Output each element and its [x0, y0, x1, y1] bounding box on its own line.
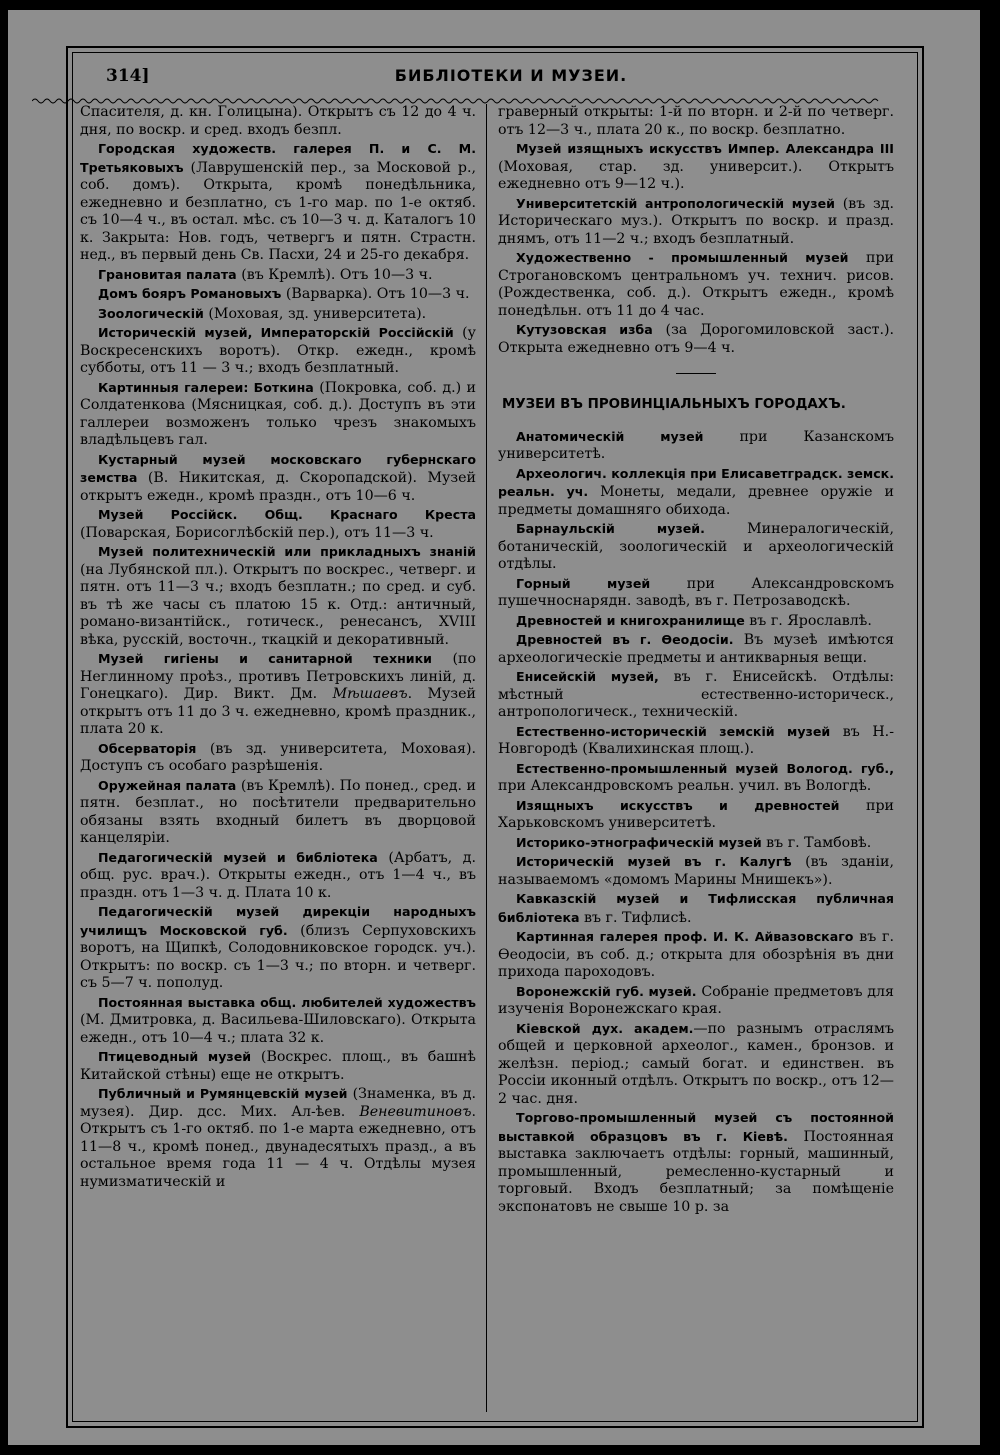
- museum-entry: [80, 543, 476, 649]
- museum-name: Педагогическiй музей дирекцiи народныхъ училищъ Московской губ.: [80, 904, 476, 938]
- museum-entry: [498, 1020, 894, 1109]
- museum-description: въ г. Тифлисѣ.: [579, 909, 692, 926]
- museum-name: Воронежскiй губ. музей.: [516, 983, 697, 999]
- museum-description: (въ зданiи, называемомъ «домомъ Марины Мнишекъ»).: [498, 854, 895, 888]
- museum-description: Монеты, медали, древнее оружiе и предметы домашняго обихода.: [498, 484, 894, 518]
- museum-description: (у Воскресенскихъ воротъ). Откр. ежедн., кромѣ субботы, отъ 11 — 3 ч.; входъ безплатный.: [80, 325, 476, 376]
- museum-name: Городская художеств. галерея П. и С. М. Третьяковыхъ: [80, 141, 476, 175]
- museum-entry: [498, 321, 894, 357]
- running-header: [106, 66, 916, 92]
- page-number: 314]: [106, 66, 150, 86]
- museum-description: (Поварская, Борисоглѣбскiй пер.), отъ 11—3 ч.: [80, 524, 434, 541]
- museum-description: при Харьковскомъ университетѣ.: [498, 797, 894, 831]
- museum-name: Картинная галерея проф. И. К. Айвазовскаго: [516, 929, 854, 944]
- museum-entry: [498, 853, 894, 889]
- museum-entry: [498, 890, 894, 927]
- museum-description: при Строгановскомъ центральномъ уч. технич. рисов. (Рождественка, соб. д.). Открытъ ежедн., кромѣ понедѣльн. отъ 11 до 4 час.: [498, 250, 894, 319]
- museum-name: Педагогическiй музей и библiотека: [98, 849, 378, 865]
- museum-name: Естественно-промышленный музей Вологод. губ.,: [516, 760, 894, 776]
- museum-name: Естественно-историческiй земскiй музей: [516, 723, 831, 739]
- museum-description-tail: . Музей открытъ отъ 11 до 3 ч. ежедневно, кромѣ праздник., плата 20 к.: [80, 686, 476, 737]
- museum-entry: [498, 983, 894, 1019]
- museum-entry: [80, 506, 476, 542]
- museum-description: (Воскрес. площ., въ башнѣ Китайской стѣны) еще не открытъ.: [80, 1049, 476, 1083]
- museum-name: Картинныя галереи: Боткина: [98, 379, 314, 395]
- museum-description: (въ зд. университета, Моховая). Доступъ съ особаго разрѣшенiя.: [80, 740, 476, 774]
- right-column-moscow: [498, 104, 894, 357]
- museum-description: (Лаврушенскiй пер., за Московой р., соб. домъ). Открыта, кромѣ понедѣльника, ежедневно и безплатно, съ 1-го мар. по 1-е октяб. съ 10—4 ч., въ остал. мѣс. съ 10—3 ч. д. Каталогъ 10 к. Закрыта: Нов. годъ, четвергъ и пятн. Страстн. нед., въ первый день Св. Пасхи, 24 и 25-го декабря.: [80, 159, 476, 263]
- museum-entry: [498, 631, 894, 667]
- museum-name: Историческiй музей въ г. Калугѣ: [516, 854, 792, 869]
- director-name: Мѣшаевъ: [332, 686, 408, 702]
- museum-description: при Казанскомъ университетѣ.: [498, 428, 894, 462]
- museum-entry: [80, 849, 476, 903]
- museum-name: Археологич. коллекцiя при Елисаветградск. земск. реальн. уч.: [498, 465, 894, 499]
- museum-entry: [498, 760, 894, 796]
- museum-description: (по Неглинному проѣз., противъ Петровскихъ линiй, д. Гонецкаго). Дир. Викт. Дм.: [80, 651, 477, 702]
- museum-name: Обсерваторiя: [98, 740, 197, 756]
- museum-entry: [498, 1109, 894, 1216]
- director-name: Веневитиновъ: [359, 1103, 472, 1120]
- museum-entry: [80, 451, 476, 506]
- museum-description: (за Дорогомиловской заст.). Открыта ежедневно отъ 9—4 ч.: [498, 322, 895, 356]
- museum-description: (Моховая, зд. университета).: [203, 305, 427, 322]
- museum-description: Постоянная выставка заключаетъ отдѣлы: горный, машинный, промышленный, ремесленно-кустарный и торговый. Входъ безплатный; за помѣщенiе экспонатовъ не свыше 10 р. за: [498, 1128, 894, 1215]
- section-heading: МУЗЕИ ВЪ ПРОВИНЦIАЛЬНЫХЪ ГОРОДАХЪ.: [502, 397, 846, 412]
- museum-description: (на Лубянской пл.). Открытъ по воскрес., четверг. и пятн. отъ 11—3 ч.; входъ безплатн.; по сред. и суб. въ тѣ же часы съ платою 15 к. Отд.: античный, романо-византiйск., готическ., ренесансъ, XVIII вѣка, русскiй, восточн., ткацкiй и декоративный.: [80, 561, 476, 648]
- museum-description: (В. Никитская, д. Скоропадской). Музей открытъ ежедн., кромѣ праздн., отъ 10—6 ч.: [80, 470, 476, 504]
- museum-name: Домъ бояръ Романовыхъ: [98, 286, 282, 301]
- museum-name: Кустарный музей московскаго губернскаго земства: [80, 451, 476, 485]
- museum-name: Музей гигiены и санитарной техники: [98, 651, 432, 666]
- museum-description: (Знаменка, въ д. музея). Дир. дсс. Мих. Ал-ѣев.: [80, 1086, 476, 1120]
- section-separator: [676, 373, 716, 374]
- museum-name: Историко-этнографическiй музей: [516, 834, 762, 850]
- museum-name: Музей политехническiй или прикладныхъ знанiй: [98, 544, 476, 559]
- museum-entry: [80, 1048, 476, 1084]
- museum-name: Оружейная палата: [98, 777, 237, 793]
- museum-description: при Александровскомъ реальн. учил. въ Вологдѣ.: [498, 778, 872, 794]
- museum-description: —по разнымъ отраслямъ общей и церковной археолог., камен., бронзов. и желѣзн. перiод.; самый богат. и единствен. въ Россiи иконный отдѣлъ. Открытъ по воскр., отъ 12—2 час. дня.: [498, 1020, 894, 1107]
- museum-name: Горный музей: [516, 575, 651, 591]
- museum-name: Университетскiй антропологическiй музей: [516, 195, 835, 211]
- museum-description: (Моховая, стар. зд. университ.). Открытъ ежедневно отъ 9—12 ч.).: [498, 158, 894, 192]
- museum-entry: [80, 650, 476, 739]
- museum-name: Кавказскiй музей и Тифлисская публичная библiотека: [498, 891, 894, 925]
- museum-entry: [498, 575, 894, 611]
- museum-entry: [80, 777, 476, 848]
- museum-description: (Варварка). Отъ 10—3 ч.: [281, 286, 470, 302]
- museum-description: въ г. Ѳеодосiи, въ соб. д.; открыта для обозрѣнiя въ дни прихода пароходовъ.: [498, 929, 894, 980]
- right-column: [498, 104, 894, 1217]
- museum-entry: [498, 104, 894, 139]
- museum-description: (Покровка, соб. д.) и Солдатенкова (Мясницкая, соб. д.). Доступъ въ эти галлереи возможенъ только чрезъ знакомыхъ владѣльцевъ гал.: [80, 379, 476, 448]
- museum-name: Кiевской дух. академ.: [516, 1020, 694, 1036]
- museum-description: въ Н.-Новгородѣ (Квалихинская площ.).: [498, 723, 894, 757]
- museum-description: Собранiе предметовъ для изученiя Воронежскаго края.: [498, 983, 894, 1017]
- museum-description: Въ музеѣ имѣются археологическiе предметы и антикварныя вещи.: [498, 632, 894, 666]
- museum-name: Музей Россiйск. Общ. Краснаго Креста: [98, 507, 476, 522]
- museum-entry: [80, 1085, 476, 1191]
- museum-description: (близъ Серпуховскихъ воротъ, на Щипкѣ, Солодовниковское городск. уч.). Открытъ: по воскр. съ 1—3 ч.; по вторн. и четверг. съ 5—7 ч. пополуд.: [80, 922, 477, 991]
- museum-entry: [80, 140, 476, 265]
- museum-entry: [498, 797, 894, 833]
- museum-name: Музей изящныхъ искусствъ Импер. Александра III: [516, 141, 894, 156]
- museum-description: Спасителя, д. кн. Голицына). Открытъ съ 12 до 4 ч. дня, по воскр. и сред. входъ безпл.: [80, 104, 476, 138]
- museum-description: въ г. Тамбовѣ.: [761, 834, 872, 851]
- museum-entry: [498, 723, 894, 759]
- museum-entry: [80, 266, 476, 285]
- museum-name: Древностей и книгохранилище: [516, 612, 745, 628]
- museum-entry: [80, 104, 476, 139]
- museum-entry: [80, 324, 476, 378]
- museum-name: Изящныхъ искусствъ и древностей: [516, 797, 840, 813]
- museum-description: (въ зд. Историческаго муз.). Открытъ по воскр. и празд. днямъ, отъ 11—2 ч.; входъ безплатный.: [498, 195, 894, 247]
- museum-entry: [498, 195, 894, 249]
- museum-entry: [498, 249, 894, 320]
- museum-name: Торгово-промышленный музей съ постоянной выставкой образцовъ въ г. Кiевѣ.: [498, 1110, 894, 1144]
- museum-entry: [80, 379, 476, 450]
- museum-entry: [80, 903, 476, 993]
- museum-name: Птицеводный музей: [98, 1049, 252, 1064]
- museum-name: Енисейскiй музей,: [516, 669, 659, 684]
- museum-description: въ г. Енисейскѣ. Отдѣлы: мѣстный естественно-историческ., антропологическ., техническiй.: [498, 669, 895, 720]
- museum-description: (въ Кремлѣ). Отъ 10—3 ч.: [236, 266, 433, 283]
- museum-entry: [498, 140, 894, 194]
- museum-description: (М. Дмитровка, д. Васильева-Шиловскаго). Открыта ежедн., отъ 10—4 ч.; плата 32 к.: [80, 1012, 476, 1046]
- museum-description: граверный открыты: 1-й по вторн. и 2-й по четверг. отъ 12—3 ч., плата 20 к., по воскр. безплатно.: [498, 104, 894, 138]
- museum-name: Зоологическiй: [98, 305, 204, 321]
- museum-entry: [80, 994, 476, 1048]
- museum-name: Барнаульскiй музей.: [516, 521, 705, 536]
- museum-name: Анатомическiй музей: [516, 428, 704, 444]
- column-divider: [486, 104, 487, 1412]
- museum-entry: [498, 612, 894, 631]
- museum-description: (въ Кремлѣ). По понед., сред. и пятн. безплат., но посѣтители предварительно обязаны взять входный билетъ въ дворцовой канцелярiи.: [80, 777, 477, 846]
- running-title: БИБЛIОТЕКИ И МУЗЕИ.: [394, 66, 628, 85]
- museum-name: Грановитая палата: [98, 266, 237, 282]
- museum-entry: [80, 305, 476, 324]
- museum-entry: [80, 285, 476, 304]
- museum-description-tail: . Открытъ съ 1-го октяб. по 1-е марта ежедневно, отъ 11—8 ч., кромѣ понед., двунадесятыхъ празд., а въ остальное время года 11 — 4 ч. Отдѣлы музея нумизматическiй и: [80, 1103, 476, 1190]
- museum-entry: [498, 428, 894, 464]
- museum-entry: [498, 834, 894, 853]
- museum-description: Минералогическiй, ботаническiй, зоологическiй и археологическiй отдѣлы.: [498, 521, 895, 572]
- museum-entry: [498, 928, 894, 982]
- museum-name: Древностей въ г. Ѳеодосiи.: [516, 632, 734, 647]
- museum-name: Кутузовская изба: [516, 322, 653, 337]
- museum-description: (Арбатъ, д. общ. рус. врач.). Открыты ежедн., отъ 1—4 ч., въ праздн. отъ 1—3 ч. д. Плата 10 к.: [80, 849, 476, 901]
- museum-name: Публичный и Румянцевскiй музей: [98, 1086, 348, 1101]
- museum-entry: [498, 465, 894, 520]
- museum-description: при Александровскомъ пушечноснарядн. заводѣ, въ г. Петрозаводскѣ.: [498, 575, 894, 609]
- museum-entry: [498, 520, 894, 574]
- right-column-provinces: [498, 428, 894, 1217]
- left-column: [80, 104, 476, 1192]
- museum-entry: [80, 740, 476, 776]
- museum-entry: [498, 668, 894, 722]
- museum-name: Художественно - промышленный музей: [516, 250, 849, 265]
- museum-description: въ г. Ярославлѣ.: [744, 612, 872, 629]
- museum-name: Постоянная выставка общ. любителей художествъ: [98, 994, 476, 1010]
- museum-name: Историческiй музей, Императорскiй Россiйскiй: [98, 325, 454, 340]
